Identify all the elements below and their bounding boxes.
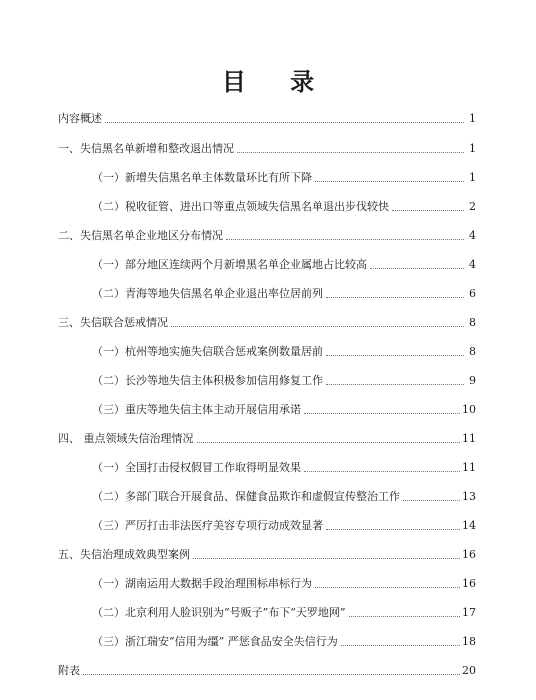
toc-entry-text: 二、失信黑名单企业地区分布情况 [58, 229, 223, 242]
dot-leader [326, 384, 464, 385]
toc-entry-text: 内容概述 [58, 112, 102, 125]
dot-leader [226, 239, 464, 240]
toc-page-number: 8 [469, 345, 476, 358]
toc-page-number: 2 [469, 200, 476, 213]
page-title: 目 录 [221, 68, 333, 96]
dot-leader [370, 268, 464, 269]
toc-entry[interactable] [92, 258, 476, 272]
dot-leader [197, 442, 461, 443]
toc-entry[interactable] [58, 142, 476, 156]
dot-leader [326, 529, 460, 530]
dot-leader [315, 587, 460, 588]
toc-entry-text: （一）部分地区连续两个月新增黑名单企业属地占比较高 [92, 258, 367, 271]
dot-leader [403, 500, 460, 501]
dot-leader [315, 181, 464, 182]
toc-page-number: 1 [469, 112, 476, 125]
toc-entry[interactable] [92, 577, 476, 591]
toc-page-number: 16 [462, 548, 476, 561]
toc-entry[interactable] [92, 345, 476, 359]
toc-entry[interactable] [92, 635, 476, 649]
dot-leader [304, 471, 460, 472]
toc-page-number: 13 [462, 490, 476, 503]
toc-entry-text: 五、失信治理成效典型案例 [58, 548, 190, 561]
toc-page-number: 16 [462, 577, 476, 590]
toc-page-number: 1 [469, 171, 476, 184]
toc-entry[interactable] [58, 432, 476, 446]
toc-page-number: 17 [462, 606, 476, 619]
toc-entry[interactable] [92, 171, 476, 185]
toc-entry-text: （一）杭州等地实施失信联合惩戒案例数量居前 [92, 345, 323, 358]
toc-page-number: 18 [462, 635, 476, 648]
toc-entry[interactable] [58, 548, 476, 562]
toc-entry-text: （三）重庆等地失信主体主动开展信用承诺 [92, 403, 301, 416]
toc-entry[interactable] [92, 461, 476, 475]
toc-entry[interactable] [92, 287, 476, 301]
toc-page-number: 6 [469, 287, 476, 300]
toc-entry[interactable] [58, 316, 476, 330]
toc-entry-text: （三）浙江瑞安“信用为缰” 严惩食品安全失信行为 [92, 635, 338, 648]
toc-entry-text: （一）新增失信黑名单主体数量环比有所下降 [92, 171, 312, 184]
dot-leader [304, 413, 460, 414]
toc-page-number: 11 [462, 432, 476, 445]
toc-page-number: 4 [469, 258, 476, 271]
toc-entry[interactable] [92, 403, 476, 417]
toc-entry-text: 一、失信黑名单新增和整改退出情况 [58, 142, 234, 155]
toc-entry-text: （二）青海等地失信黑名单企业退出率位居前列 [92, 287, 323, 300]
toc-entry[interactable] [92, 200, 476, 214]
dot-leader [326, 355, 464, 356]
toc-entry[interactable] [92, 519, 476, 533]
toc-entry[interactable] [58, 664, 476, 678]
toc-page-number: 14 [462, 519, 476, 532]
toc-entry[interactable] [92, 606, 476, 620]
toc-entry-text: （一）湖南运用大数据手段治理围标串标行为 [92, 577, 312, 590]
toc-entry-text: 四、 重点领域失信治理情况 [58, 432, 194, 445]
dot-leader [193, 558, 460, 559]
toc-entry[interactable] [92, 490, 476, 504]
dot-leader [105, 122, 464, 123]
toc-entry[interactable] [92, 374, 476, 388]
toc-entry-text: 三、失信联合惩戒情况 [58, 316, 168, 329]
toc-page-number: 4 [469, 229, 476, 242]
toc-entry-text: （二）多部门联合开展食品、保健食品欺诈和虚假宣传整治工作 [92, 490, 400, 503]
dot-leader [392, 210, 464, 211]
dot-leader [237, 152, 464, 153]
toc-entry-text: 附表 [58, 664, 80, 677]
toc-page-number: 1 [469, 142, 476, 155]
dot-leader [171, 326, 464, 327]
toc-entry-text: （二）长沙等地失信主体积极参加信用修复工作 [92, 374, 323, 387]
toc-page-number: 9 [469, 374, 476, 387]
dot-leader [83, 674, 460, 675]
toc-page-number: 20 [462, 664, 476, 677]
toc-entry[interactable] [58, 229, 476, 243]
dot-leader [349, 616, 461, 617]
toc-page-number: 8 [469, 316, 476, 329]
toc-entry-text: （二）税收征管、进出口等重点领域失信黑名单退出步伐较快 [92, 200, 389, 213]
dot-leader [341, 645, 460, 646]
dot-leader [326, 297, 464, 298]
toc-entry[interactable] [58, 112, 476, 126]
toc-entry-text: （一）全国打击侵权假冒工作取得明显效果 [92, 461, 301, 474]
toc-page-number: 11 [462, 461, 476, 474]
toc-page-number: 10 [462, 403, 476, 416]
toc-entry-text: （三）严厉打击非法医疗美容专项行动成效显著 [92, 519, 323, 532]
toc-entry-text: （二）北京利用人脸识别为“号贩子”布下“天罗地网” [92, 606, 346, 619]
